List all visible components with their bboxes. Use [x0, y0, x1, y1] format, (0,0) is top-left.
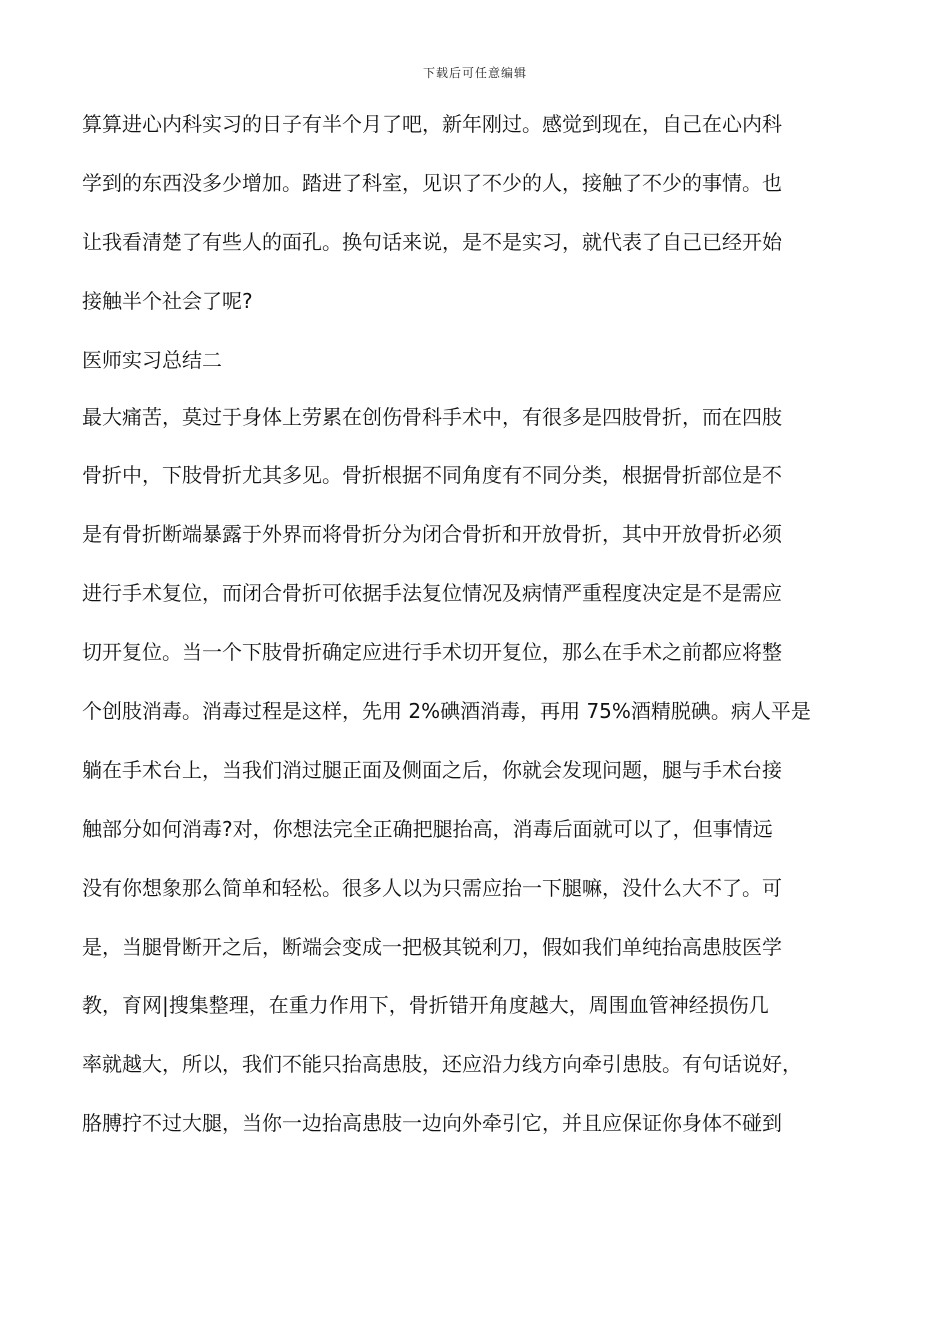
text-line: 没有你想象那么简单和轻松。很多人以为只需应抬一下腿嘛，没什么大不了。可 [82, 875, 782, 900]
text-line: 躺在手术台上，当我们消过腿正面及侧面之后，你就会发现问题，腿与手术台接 [82, 757, 782, 782]
text-line: 接触半个社会了呢? [82, 288, 253, 313]
text-line: 胳膊拧不过大腿，当你一边抬高患肢一边向外牵引它，并且应保证你身体不碰到 [82, 1111, 782, 1136]
text-line: 让我看清楚了有些人的面孔。换句话来说，是不是实习，就代表了自己已经开始 [82, 229, 782, 254]
text-line: 教，育网|搜集整理，在重力作用下，骨折错开角度越大，周围血管神经损伤几 [82, 993, 769, 1018]
text-line: 进行手术复位，而闭合骨折可依据手法复位情况及病情严重程度决定是不是需应 [82, 581, 782, 606]
text-line: 骨折中，下肢骨折尤其多见。骨折根据不同角度有不同分类，根据骨折部位是不 [82, 463, 782, 488]
text-line: 触部分如何消毒?对，你想法完全正确把腿抬高，消毒后面就可以了，但事情远 [82, 816, 773, 841]
section-heading: 医师实习总结二 [82, 347, 222, 372]
page-header: 下载后可任意编辑 [422, 66, 527, 80]
text-line: 个创肢消毒。消毒过程是这样，先用 2%碘酒消毒，再用 75%酒精脱碘。病人平是 [82, 699, 811, 724]
text-line: 学到的东西没多少增加。踏进了科室，见识了不少的人，接触了不少的事情。也 [82, 170, 782, 195]
text-line: 率就越大，所以，我们不能只抬高患肢，还应沿力线方向牵引患肢。有句话说好， [82, 1052, 802, 1077]
paragraph-main [82, 403, 882, 1169]
document-body [82, 110, 882, 1168]
text-line: 切开复位。当一个下肢骨折确定应进行手术切开复位，那么在手术之前都应将整 [82, 640, 782, 665]
text-line: 是，当腿骨断开之后，断端会变成一把极其锐利刀，假如我们单纯抬高患肢医学 [82, 934, 782, 959]
text-line: 是有骨折断端暴露于外界而将骨折分为闭合骨折和开放骨折，其中开放骨折必须 [82, 522, 782, 547]
paragraph-intro [82, 110, 882, 346]
text-line: 最大痛苦，莫过于身体上劳累在创伤骨科手术中，有很多是四肢骨折，而在四肢 [82, 404, 782, 429]
text-line: 算算进心内科实习的日子有半个月了吧，新年刚过。感觉到现在，自己在心内科 [82, 112, 782, 136]
